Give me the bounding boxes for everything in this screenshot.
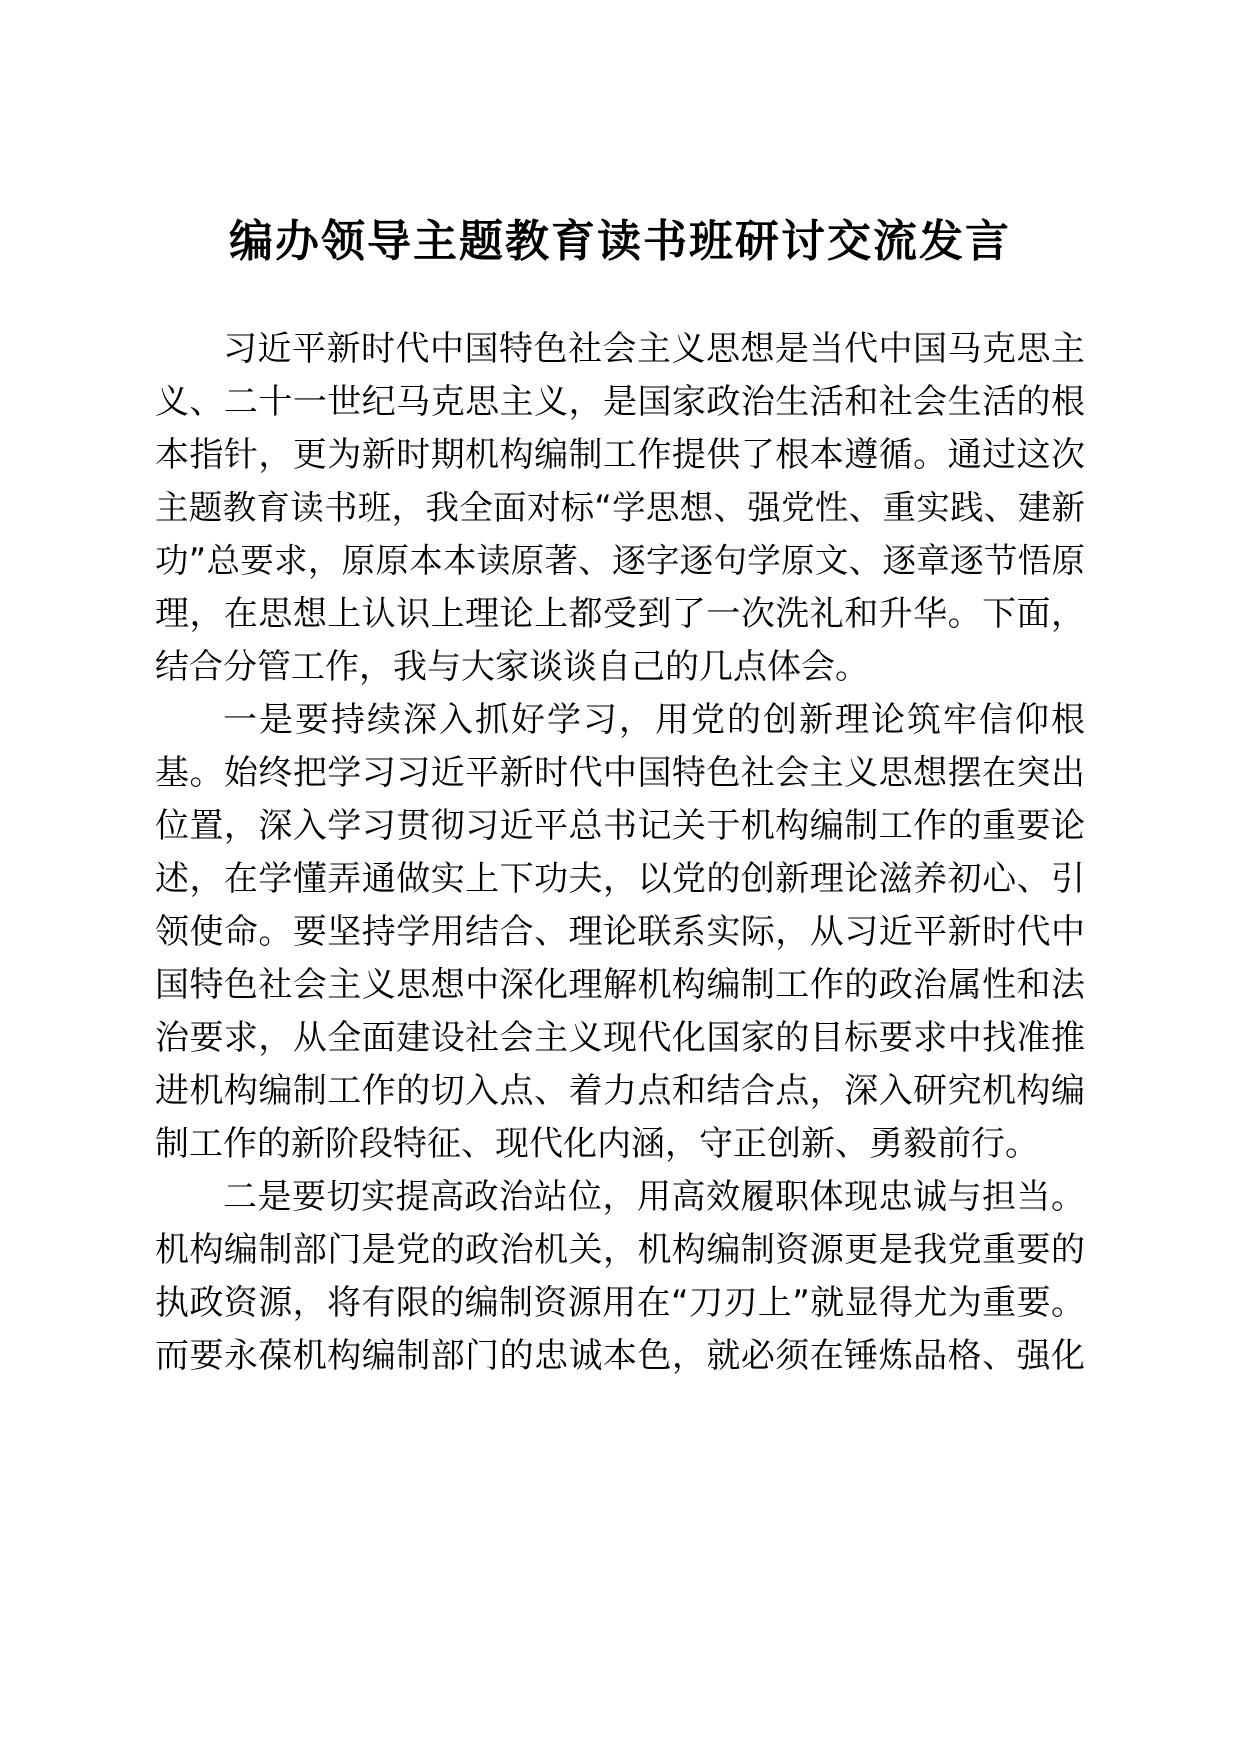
- paragraph-line: 结合分管工作，我与大家谈谈自己的几点体会。: [155, 647, 869, 687]
- paragraph-line: 而要永葆机构编制部门的忠诚本色，就必须在锤炼品格、强化: [155, 1336, 1085, 1376]
- paragraph-line: 理，在思想上认识上理论上都受到了一次洗礼和升华。下面，: [155, 594, 1085, 634]
- paragraph-line: 述，在学懂弄通做实上下功夫，以党的创新理论滋养初心、引: [155, 859, 1085, 899]
- paragraph-line: 二是要切实提高政治站位，用高效履职体现忠诚与担当。: [223, 1177, 1085, 1217]
- paragraph-line: 主题教育读书班，我全面对标“学思想、强党性、重实践、建新: [155, 488, 1085, 527]
- paragraph-line: 国特色社会主义思想中深化理解机构编制工作的政治属性和法: [155, 965, 1085, 1005]
- paragraph-line: 机构编制部门是党的政治机关，机构编制资源更是我党重要的: [155, 1230, 1085, 1270]
- paragraph-line: 一是要持续深入抓好学习，用党的创新理论筑牢信仰根: [223, 700, 1085, 740]
- paragraph-line: 习近平新时代中国特色社会主义思想是当代中国马克思主: [223, 329, 1085, 369]
- paragraph-line: 领使命。要坚持学用结合、理论联系实际，从习近平新时代中: [155, 912, 1085, 952]
- paragraph-line: 义、二十一世纪马克思主义，是国家政治生活和社会生活的根: [155, 382, 1085, 422]
- paragraph-line: 进机构编制工作的切入点、着力点和结合点，深入研究机构编: [155, 1071, 1085, 1111]
- paragraph-line: 制工作的新阶段特征、现代化内涵，守正创新、勇毅前行。: [155, 1124, 1039, 1164]
- paragraph-line: 治要求，从全面建设社会主义现代化国家的目标要求中找准推: [155, 1018, 1085, 1058]
- document-title: 编办领导主题教育读书班研讨交流发言: [229, 216, 1011, 267]
- paragraph-line: 执政资源，将有限的编制资源用在“刀刃上”就显得尤为重要。: [155, 1283, 1085, 1323]
- paragraph-line: 基。始终把学习习近平新时代中国特色社会主义思想摆在突出: [155, 753, 1085, 793]
- paragraph-line: 本指针，更为新时期机构编制工作提供了根本遵循。通过这次: [155, 435, 1085, 475]
- paragraph-line: 功”总要求，原原本本读原著、逐字逐句学原文、逐章逐节悟原: [155, 541, 1085, 580]
- paragraph-line: 位置，深入学习贯彻习近平总书记关于机构编制工作的重要论: [155, 806, 1085, 846]
